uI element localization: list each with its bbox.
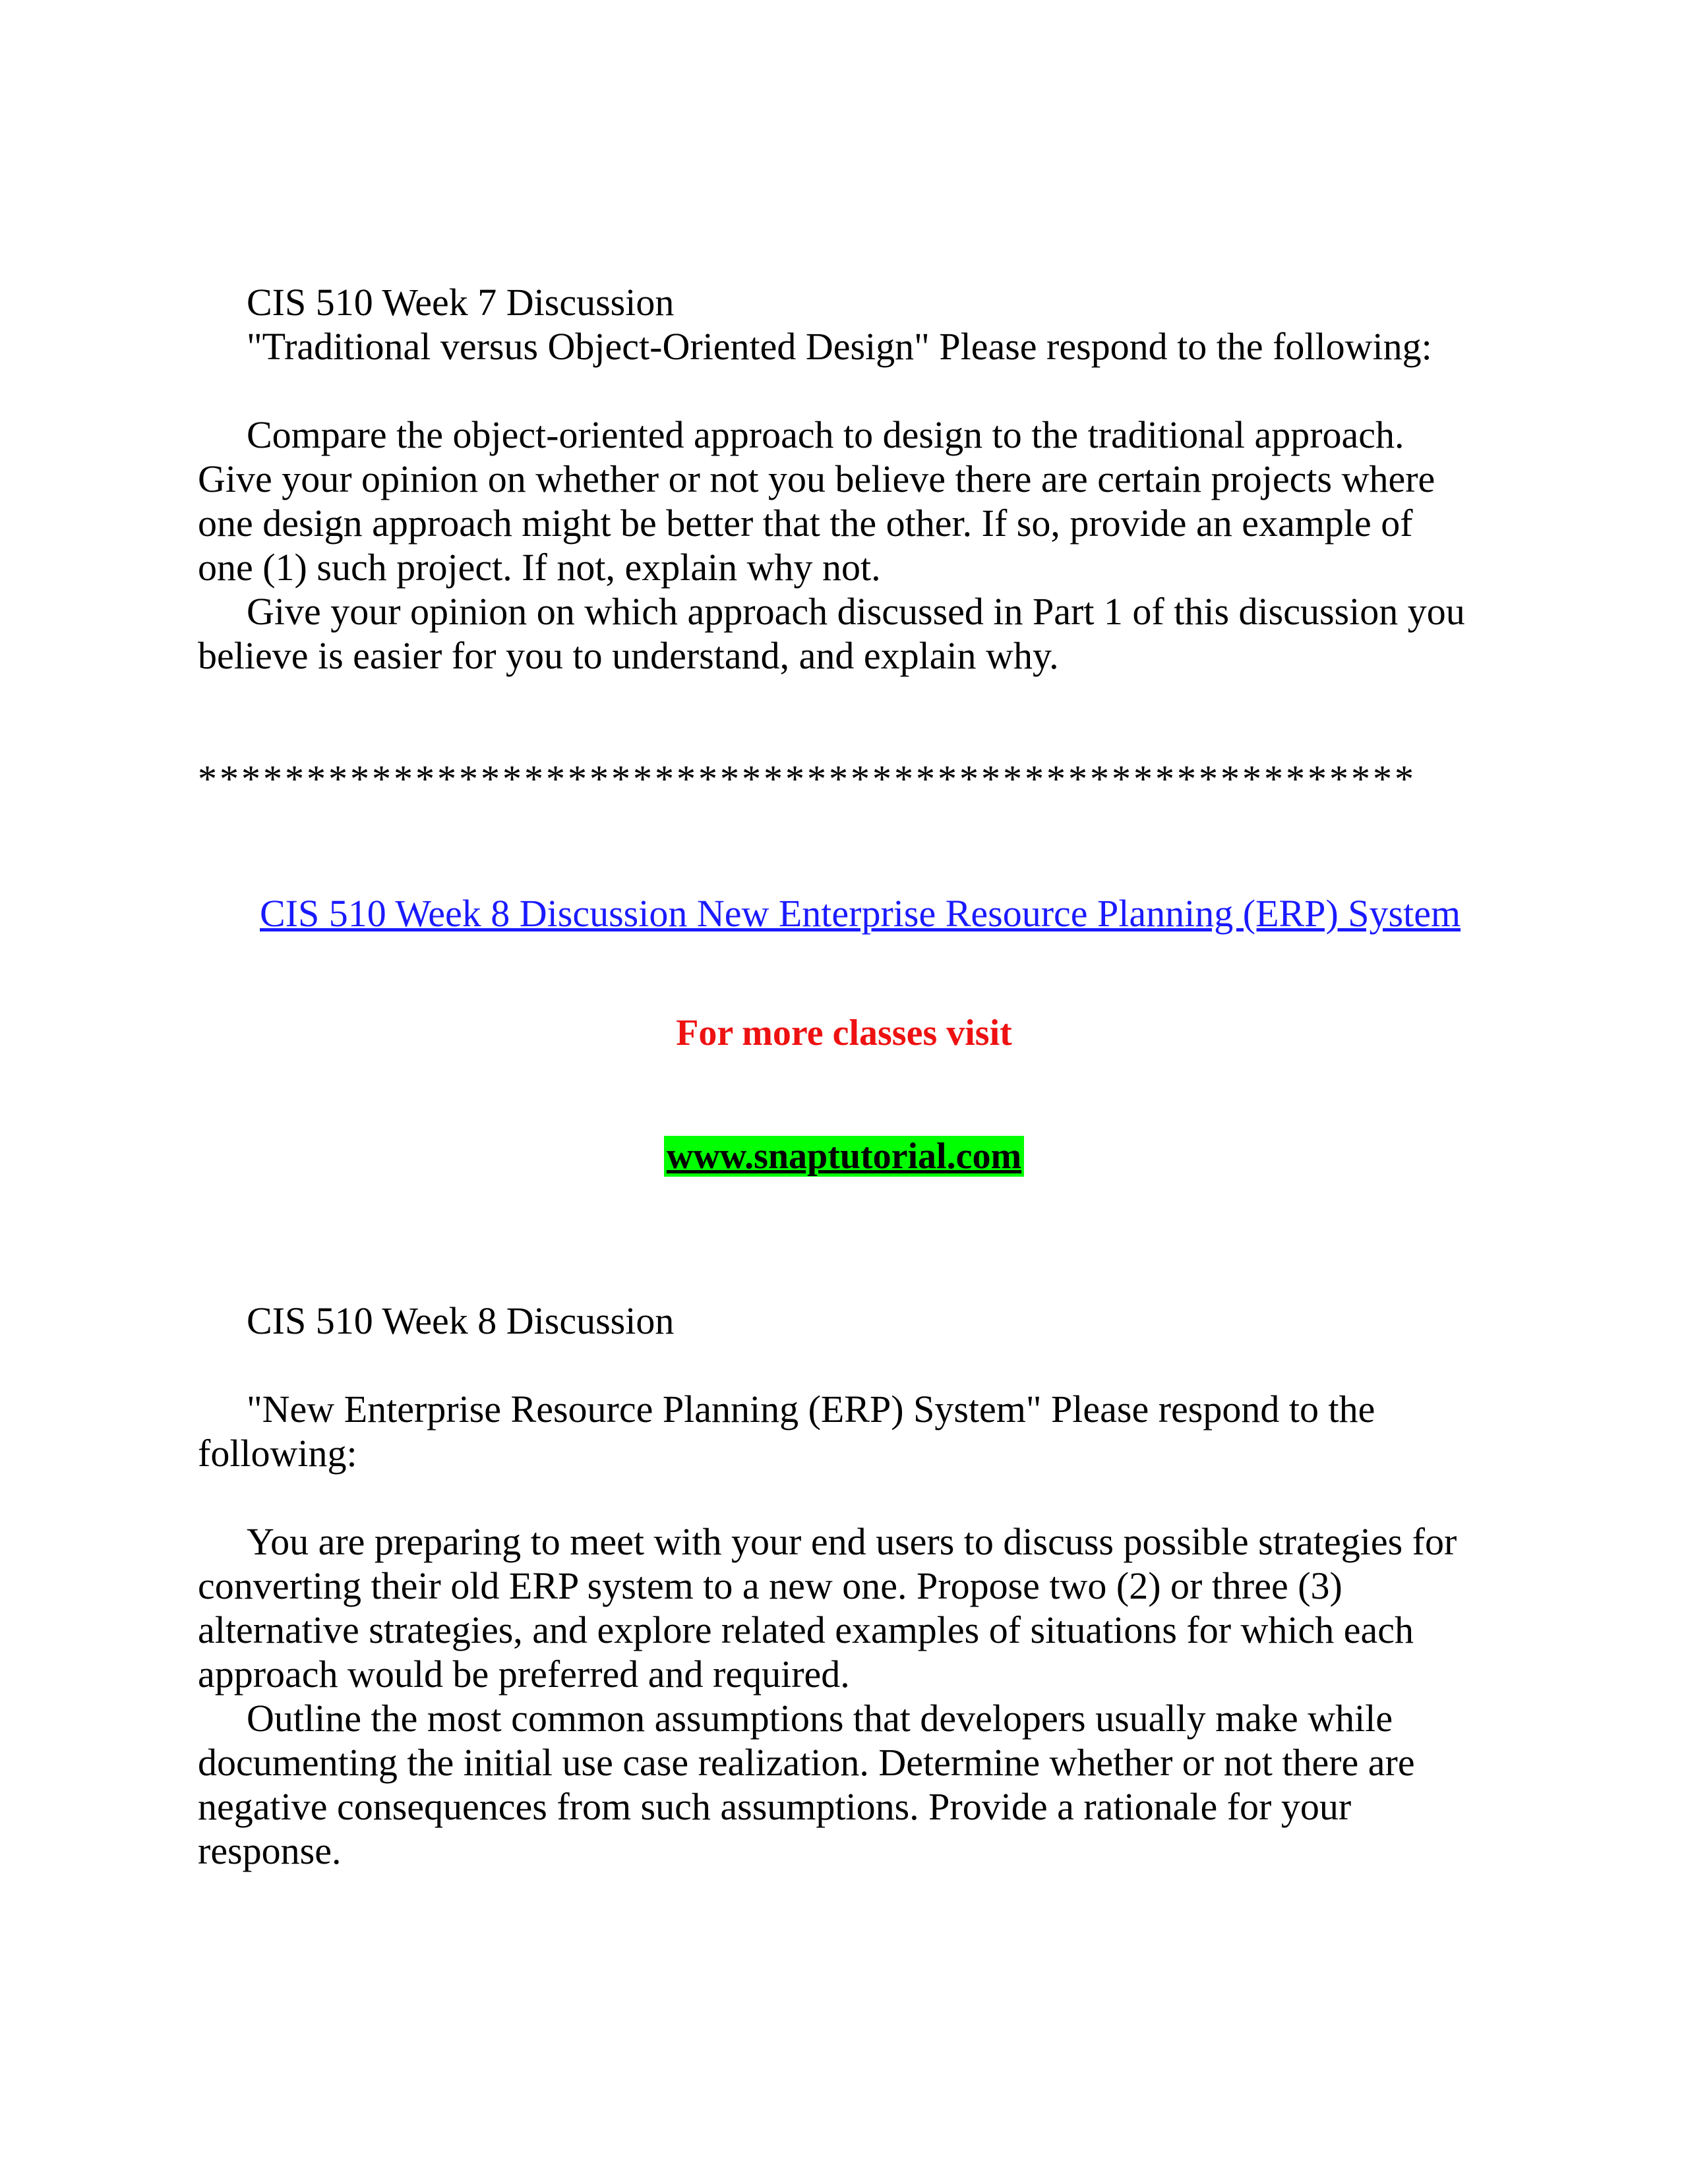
section1-p1-line: Give your opinion on whether or not you believe there are certain projects where: [198, 457, 1435, 500]
section2-p1-line: You are preparing to meet with your end users to discuss possible strategies for: [247, 1520, 1457, 1563]
section1-p2-line: Give your opinion on which approach discussed in Part 1 of this discussion you: [247, 590, 1465, 633]
section2-p2-line: response.: [198, 1829, 342, 1872]
promo-text: For more classes visit: [676, 1013, 1012, 1053]
section1-prompt: "Traditional versus Object-Oriented Design" Please respond to the following:: [247, 325, 1432, 368]
promo-url-container: [0, 1135, 1688, 1177]
section2-prompt-line: following:: [198, 1432, 357, 1475]
section1-p2-line: believe is easier for you to understand, and explain why.: [198, 634, 1059, 677]
section2-p1-line: converting their old ERP system to a new one. Propose two (2) or three (3): [198, 1564, 1342, 1607]
section1-p1-line: Compare the object-oriented approach to design to the traditional approach.: [247, 413, 1404, 456]
section2-p2-line: documenting the initial use case realization. Determine whether or not there are: [198, 1741, 1415, 1784]
section1-p1-line: one (1) such project. If not, explain why not.: [198, 546, 881, 589]
section2-p2-line: negative consequences from such assumptions. Provide a rationale for your: [198, 1785, 1352, 1828]
section2-p2-line: Outline the most common assumptions that developers usually make while: [247, 1697, 1393, 1740]
section2-p1-line: alternative strategies, and explore related examples of situations for which each: [198, 1608, 1414, 1651]
section1-p1-line: one design approach might be better that the other. If so, provide an example of: [198, 502, 1413, 545]
section2-p1-line: approach would be preferred and required.: [198, 1653, 850, 1696]
section2-title: CIS 510 Week 8 Discussion: [247, 1299, 675, 1342]
erp-discussion-link[interactable]: CIS 510 Week 8 Discussion New Enterprise Resource Planning (ERP) System: [260, 892, 1461, 935]
asterisk-separator: ********************************************************: [198, 757, 1416, 800]
website-link[interactable]: www.snaptutorial.com: [664, 1136, 1024, 1177]
section2-prompt-line: "New Enterprise Resource Planning (ERP) System" Please respond to the: [247, 1388, 1375, 1431]
section1-title: CIS 510 Week 7 Discussion: [247, 281, 675, 324]
